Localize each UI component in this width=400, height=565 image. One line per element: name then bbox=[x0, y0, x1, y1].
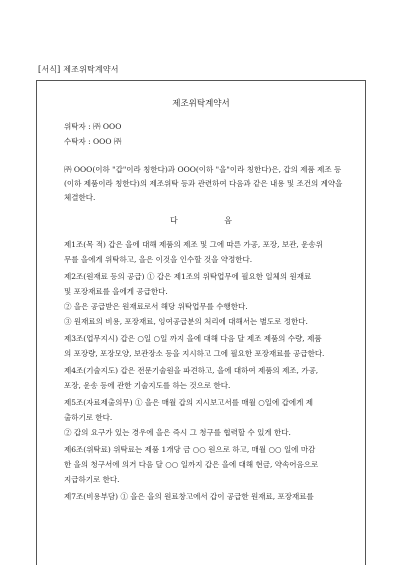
article-7 bbox=[64, 489, 350, 504]
article-line: ② 을은 공급받은 원재료로서 해당 위탁업무를 수행한다. bbox=[64, 302, 248, 311]
contract-document bbox=[36, 80, 366, 565]
article-4 bbox=[64, 363, 350, 393]
form-label: [서식] 제조위탁계약서 bbox=[38, 65, 119, 74]
article-line: 제7조(비용부담) ① 을은 을의 원료창고에서 갑이 공급한 원재료, 포장재료를 bbox=[64, 492, 314, 501]
article-5 bbox=[64, 395, 350, 440]
article-line: 제2조(원재료 등의 공급) ① 갑은 제1조의 위탁업무에 필요한 일체의 원재료 bbox=[64, 272, 312, 281]
articles-list bbox=[64, 237, 350, 506]
article-line: 포장, 운송 등에 관한 기술지도를 하는 것으로 한다. bbox=[64, 381, 231, 390]
article-line: 한 을의 청구서에 의거 다음 달 ○○ 일까지 갑은 을에 대해 현금, 약속어음으로 bbox=[64, 460, 319, 469]
article-line: 제5조(자료제출의무) ① 을은 매월 갑의 지시보고서를 매월 ○일에 갑에게 제 bbox=[64, 398, 313, 407]
article-1 bbox=[64, 237, 350, 267]
article-2 bbox=[64, 269, 350, 329]
article-6 bbox=[64, 442, 350, 487]
section-heading: 다 음 bbox=[170, 216, 254, 225]
article-line: 제4조(기술지도) 갑은 전문기술원을 파견하고, 을에 대하여 제품의 제조, 가공, bbox=[64, 366, 319, 375]
article-line: 출하기로 한다. bbox=[64, 413, 113, 422]
article-line: 및 포장재료를 을에게 공급한다. bbox=[64, 287, 168, 296]
article-line: ② 갑의 요구가 있는 경우에 을은 즉시 그 청구를 협력할 수 있게 한다. bbox=[64, 428, 291, 437]
article-line: 의 포장량, 포장모양, 보관장소 등을 지시하고 그에 필요한 포장재료를 공급한다. bbox=[64, 349, 325, 358]
article-line: ③ 원재료의 비용, 포장재료, 잉여공급분의 처리에 대해서는 별도로 정한다. bbox=[64, 317, 308, 326]
article-line: 제3조(업무지시) 갑은 ○일 ○일 까지 을에 대해 다음 달 제조 제품의 수량, 제품 bbox=[64, 334, 322, 343]
party-consignee: 수탁자 : OOO ㈜ bbox=[64, 137, 122, 146]
article-line: 제1조(목 적) 갑은 을에 대해 제품의 제조 및 그에 따른 가공, 포장, 보관, 운송위 bbox=[64, 240, 323, 249]
party-consignor: 위탁자 : ㈜ OOO bbox=[64, 122, 122, 131]
intro-paragraph: ㈜ OOO(이하 "갑"이라 칭한다)과 OOO(이하 "을"이라 칭한다)은, 갑의 제품 제조 등(이하 제품이라 칭한다)의 제조위탁 등과 관련하여 다음과 같은 내용 및 조건의 계약을 체결한다. bbox=[64, 165, 343, 202]
article-line: 무를 을에게 위탁하고, 을은 이것을 인수할 것을 약정한다. bbox=[64, 255, 253, 264]
document-title: 제조위탁계약서 bbox=[172, 99, 230, 109]
article-line: 지급하기로 한다. bbox=[64, 475, 120, 484]
article-line: 제6조(위탁료) 위탁료는 제품 1개당 금 ○○ 원으로 하고, 매월 ○○ 일에 마감 bbox=[64, 445, 316, 454]
article-3 bbox=[64, 331, 350, 361]
